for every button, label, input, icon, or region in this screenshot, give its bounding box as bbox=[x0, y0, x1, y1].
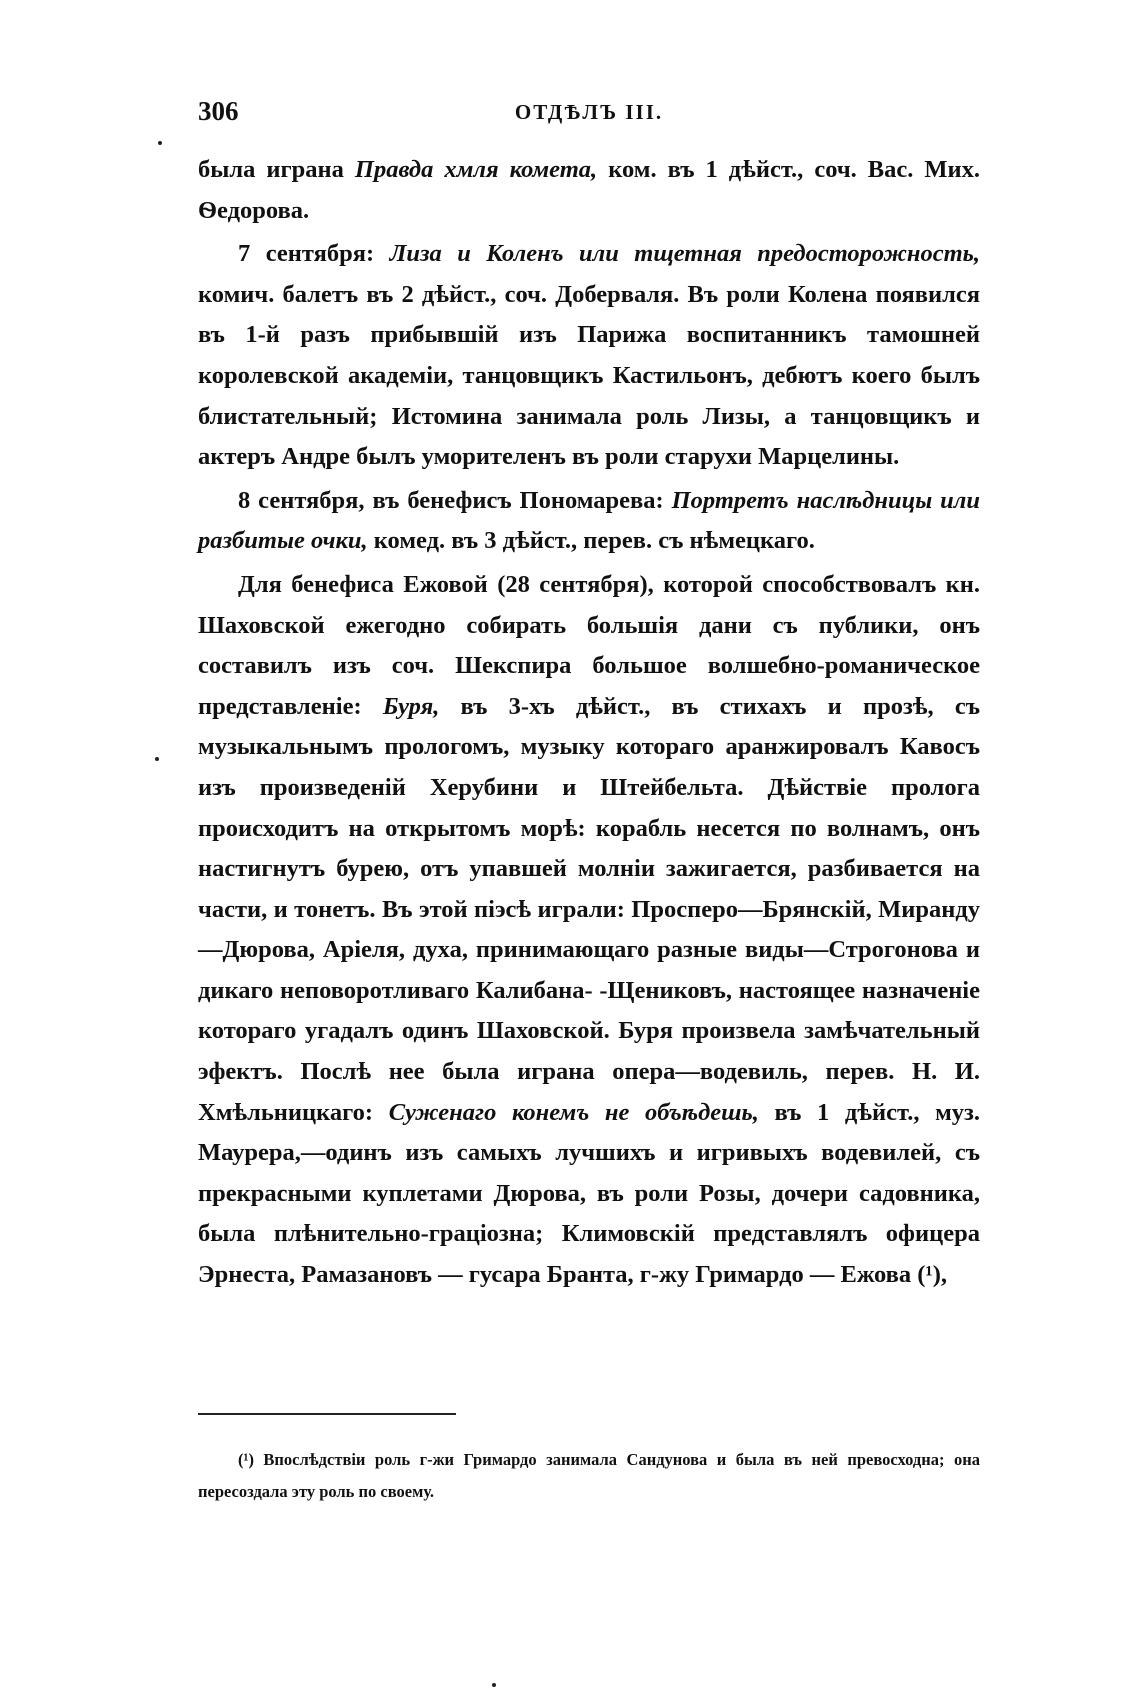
page-speck bbox=[492, 1683, 496, 1687]
paragraph-2 bbox=[198, 234, 980, 478]
play-title-pravda: Правда хмля комета, bbox=[354, 156, 598, 183]
paragraph-1-text-2: ком. въ 1 дѣйст., соч. Вас. Мих. Ѳедорова. bbox=[198, 156, 980, 224]
page-header bbox=[198, 96, 980, 136]
paragraph-2-text-1: 7 сентября: bbox=[238, 240, 390, 268]
paragraph-3 bbox=[198, 481, 980, 562]
paragraph-4-text-1: Для бенефиса Ежовой (28 сентября), которой способствовалъ кн. Шаховской ежегодно собирать большія дани съ публики, онъ составилъ изъ соч. Шекспира большое волшебно-романическое представленіе: bbox=[198, 570, 980, 720]
running-head: ОТДѢЛЪ III. bbox=[514, 100, 664, 124]
paragraph-4 bbox=[198, 565, 980, 1296]
play-title-burya: Буря, bbox=[382, 692, 440, 720]
paragraph-2-text-2: комич. балетъ въ 2 дѣйст., соч. Добервaля. Въ роли Колена появился въ 1-й разъ прибывшій изъ Парижа воспитанникъ тамошней королевской академіи, танцовщикъ Кастильонъ, дебютъ коего былъ блистательный; Истомина занимала роль Лизы, а танцовщикъ и актеръ Андре былъ уморителенъ въ роли старухи Марцелины. bbox=[198, 280, 980, 471]
paragraph-4-text-3: въ 1 дѣйст., муз. Маурера,—одинъ изъ самыхъ лучшихъ и игривыхъ водевилей, съ прекрасными куплетами Дюрова, въ роли Розы, дочери садовника, была плѣнительно-граціозна; Климовскій представлялъ офицера Эрнеста, Рамазановъ — гусара Бранта, г-жу Гримардо — Ежова (¹), bbox=[198, 1098, 980, 1289]
paragraph-3-text-2: комед. въ 3 дѣйст., перев. съ нѣмецкаго. bbox=[367, 527, 815, 555]
play-title-suzhenago: Суженаго конемъ не объѣдешь, bbox=[388, 1098, 759, 1126]
paragraph-1-text-1: была играна bbox=[198, 156, 355, 183]
footnote-area bbox=[198, 1444, 980, 1508]
paragraph-1 bbox=[198, 150, 980, 231]
page-speck bbox=[155, 757, 159, 761]
play-title-portret: Портретъ наслѣдницы или разбитые очки, bbox=[198, 486, 980, 555]
ballet-title-liza-i-kolen: Лиза и Коленъ или тщетная предосторожность, bbox=[389, 240, 981, 268]
footnote-rule bbox=[198, 1413, 456, 1415]
page-speck bbox=[158, 141, 162, 145]
paragraph-3-text-1: 8 сентября, въ бенефисъ Пономарева: bbox=[238, 486, 672, 514]
paragraph-4-text-2: въ 3-хъ дѣйст., въ стихахъ и прозѣ, съ музыкальнымъ прологомъ, музыку котораго аранжировалъ Кавосъ изъ произведеній Херубини и Штейбельта. Дѣйствіе пролога происходитъ на открытомъ морѣ: корабль несется по волнамъ, онъ настигнутъ бурею, отъ упавшей молніи зажигается, разбивается на части, и тонетъ. Въ этой піэсѣ играли: Просперо—Брянскій, Миранду—Дюрова, Аріеля, духа, принимающаго разные виды—Строгонова и дикаго неповоротливаго Калибана- -Щениковъ, настоящее назначеніе котораго угадалъ одинъ Шаховской. Буря произвела замѣчательный эфектъ. Послѣ нее была играна опера—водевиль, перев. Н. И. Хмѣльницкаго: bbox=[198, 692, 980, 1126]
page-number: 306 bbox=[198, 96, 239, 126]
main-text bbox=[198, 150, 980, 1296]
footnote-1: (¹) Впослѣдствіи роль г-жи Гримардо занимала Сандунова и была въ ней превосходна; она пересоздала эту роль по своему. bbox=[198, 1450, 980, 1501]
